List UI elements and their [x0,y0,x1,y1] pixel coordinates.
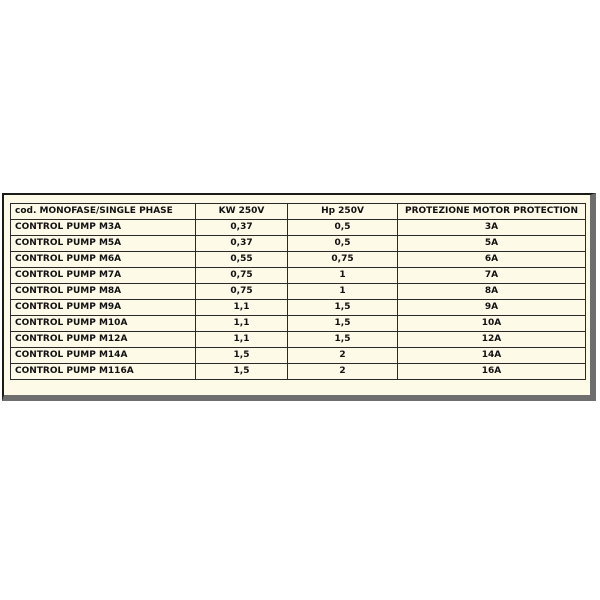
cell-kw: 1,1 [196,300,288,316]
cell-hp: 1 [288,284,398,300]
cell-hp: 1 [288,268,398,284]
cell-kw: 1,1 [196,316,288,332]
cell-protection: 5A [398,236,586,252]
header-hp: Hp 250V [288,204,398,220]
spec-table [10,203,586,380]
cell-protection: 14A [398,348,586,364]
cell-hp: 1,5 [288,300,398,316]
cell-kw: 0,55 [196,252,288,268]
cell-hp: 0,75 [288,252,398,268]
table-row [11,236,586,252]
cell-protection: 7A [398,268,586,284]
cell-kw: 0,37 [196,236,288,252]
cell-hp: 0,5 [288,236,398,252]
cell-kw: 0,37 [196,220,288,236]
cell-model: CONTROL PUMP M7A [11,268,196,284]
cell-hp: 1,5 [288,332,398,348]
cell-model: CONTROL PUMP M3A [11,220,196,236]
cell-hp: 1,5 [288,316,398,332]
table-row [11,252,586,268]
cell-protection: 6A [398,252,586,268]
table-row [11,284,586,300]
table-row [11,332,586,348]
header-model: cod. MONOFASE/SINGLE PHASE [11,204,196,220]
cell-hp: 2 [288,348,398,364]
cell-model: CONTROL PUMP M9A [11,300,196,316]
cell-protection: 10A [398,316,586,332]
cell-kw: 1,5 [196,364,288,380]
table-row [11,316,586,332]
cell-model: CONTROL PUMP M10A [11,316,196,332]
cell-protection: 9A [398,300,586,316]
cell-hp: 0,5 [288,220,398,236]
table-row [11,300,586,316]
header-kw: KW 250V [196,204,288,220]
table-row [11,268,586,284]
cell-kw: 0,75 [196,268,288,284]
cell-model: CONTROL PUMP M8A [11,284,196,300]
table-row [11,220,586,236]
table-header-row [11,204,586,220]
cell-model: CONTROL PUMP M116A [11,364,196,380]
cell-model: CONTROL PUMP M5A [11,236,196,252]
table-row [11,348,586,364]
spec-table-panel [2,193,596,401]
cell-model: CONTROL PUMP M14A [11,348,196,364]
cell-kw: 1,5 [196,348,288,364]
cell-hp: 2 [288,364,398,380]
header-protection: PROTEZIONE MOTOR PROTECTION [398,204,586,220]
cell-model: CONTROL PUMP M12A [11,332,196,348]
cell-protection: 8A [398,284,586,300]
cell-protection: 16A [398,364,586,380]
cell-protection: 3A [398,220,586,236]
cell-protection: 12A [398,332,586,348]
cell-kw: 0,75 [196,284,288,300]
cell-model: CONTROL PUMP M6A [11,252,196,268]
table-row [11,364,586,380]
cell-kw: 1,1 [196,332,288,348]
